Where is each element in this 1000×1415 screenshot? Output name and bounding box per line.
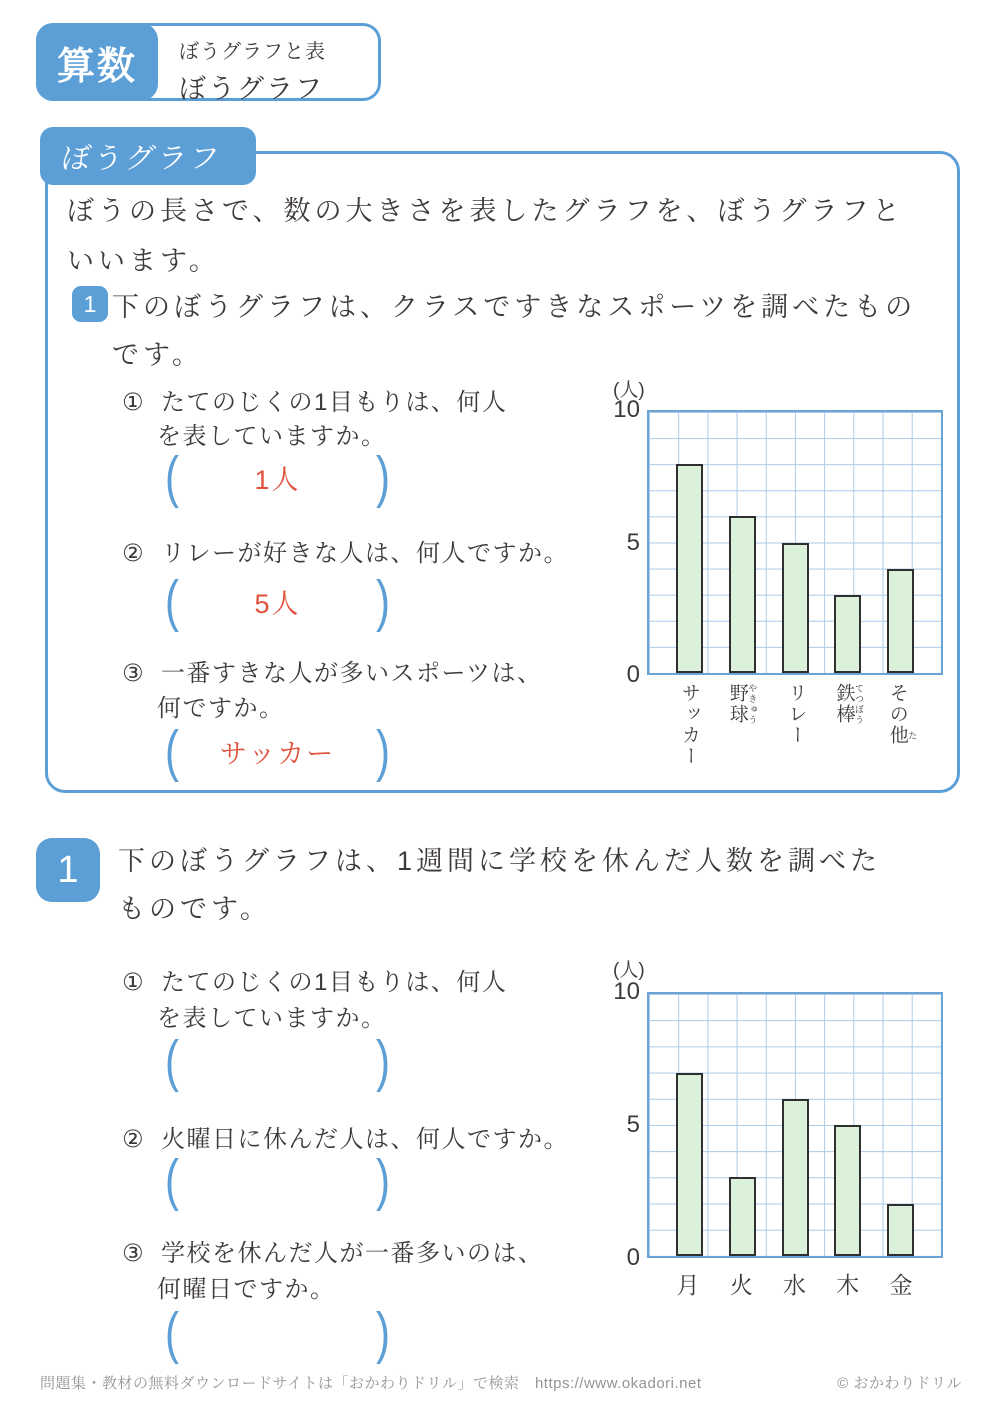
bar-その他 bbox=[887, 569, 914, 673]
y-tick-label: 5 bbox=[626, 528, 640, 556]
open-paren: ( bbox=[165, 1300, 179, 1365]
answer-blank bbox=[165, 1300, 390, 1365]
answer-blank bbox=[165, 718, 390, 783]
open-paren: ( bbox=[165, 1028, 179, 1093]
question-text-line2: 何曜日ですか。 bbox=[157, 1276, 336, 1303]
problem-badge-large: 1 bbox=[36, 838, 100, 902]
intro-text-line2: いいます。 bbox=[67, 246, 220, 276]
footer-site-info: 問題集・教材の無料ダウンロードサイトは「おかわりドリル」で検索 https://www.okadori.net bbox=[40, 1375, 702, 1392]
y-tick-label: 10 bbox=[613, 396, 640, 423]
plot-area bbox=[647, 992, 943, 1258]
footer-copyright: © おかわりドリル bbox=[837, 1375, 962, 1392]
bar-水 bbox=[782, 1099, 809, 1256]
question-number: ① bbox=[122, 389, 146, 416]
question bbox=[122, 1119, 569, 1154]
answer-blank bbox=[165, 444, 390, 509]
question-number: ① bbox=[122, 969, 146, 996]
question-text-line2: 何ですか。 bbox=[157, 695, 285, 722]
answer-blank bbox=[165, 568, 390, 633]
y-axis-unit: (人) bbox=[613, 960, 645, 981]
answer-text: サッカー bbox=[219, 738, 336, 769]
y-axis-unit: (人) bbox=[613, 380, 645, 401]
question-text: 一番すきな人が多いスポーツは、 bbox=[161, 660, 543, 687]
bar-木 bbox=[834, 1125, 861, 1256]
question-number: ② bbox=[122, 540, 146, 567]
worksheet-header bbox=[36, 23, 381, 104]
bar-野球 bbox=[729, 516, 756, 673]
answer-text: 5人 bbox=[254, 588, 301, 619]
subject-badge: 算数 bbox=[36, 23, 158, 101]
problem-badge-small: 1 bbox=[72, 286, 108, 322]
x-axis-label: 火 bbox=[729, 1272, 754, 1298]
absence-bar-chart bbox=[607, 955, 952, 1305]
question bbox=[122, 962, 507, 997]
question bbox=[122, 1233, 544, 1268]
y-tick-label: 5 bbox=[626, 1111, 640, 1138]
problem2-statement-line2: ものです。 bbox=[118, 894, 271, 924]
bar-鉄棒 bbox=[834, 595, 861, 673]
y-tick-label: 0 bbox=[626, 1244, 640, 1271]
x-axis-label: 野球 やきゅう bbox=[726, 683, 758, 725]
question-number: ② bbox=[122, 1126, 146, 1153]
question-number: ③ bbox=[122, 660, 146, 687]
close-paren: ) bbox=[376, 1300, 390, 1365]
bar-金 bbox=[887, 1204, 914, 1256]
problem1-statement-line2: です。 bbox=[112, 340, 203, 370]
lesson-title: ぼうグラフ bbox=[179, 74, 324, 104]
x-axis-label: サッカー bbox=[678, 683, 700, 767]
y-tick-label: 10 bbox=[613, 978, 640, 1005]
section-tab-label: ぼうグラフ bbox=[59, 142, 224, 175]
open-paren: ( bbox=[165, 444, 179, 509]
question-text: たてのじくの1目もりは、何人 bbox=[161, 389, 508, 416]
unit-name: ぼうグラフと表 bbox=[179, 41, 326, 63]
x-axis-labels bbox=[647, 683, 943, 795]
x-axis-label: 鉄棒 てつぼう bbox=[833, 683, 864, 725]
y-tick-label: 0 bbox=[626, 661, 640, 688]
x-axis-label: その他 た bbox=[886, 683, 918, 746]
x-axis-label: 金 bbox=[889, 1272, 914, 1298]
open-paren: ( bbox=[165, 1147, 179, 1212]
question-text-line2: を表していますか。 bbox=[157, 1005, 387, 1032]
question-text: 学校を休んだ人が一番多いのは、 bbox=[161, 1240, 544, 1267]
question bbox=[122, 533, 569, 568]
y-axis-ticks bbox=[607, 978, 640, 1271]
answer-blank bbox=[165, 1028, 390, 1093]
close-paren: ) bbox=[376, 718, 390, 783]
y-axis-ticks bbox=[607, 396, 640, 688]
open-paren: ( bbox=[165, 718, 179, 783]
x-axis-label: リレー bbox=[785, 683, 807, 746]
question-text: 火曜日に休んだ人は、何人ですか。 bbox=[161, 1126, 570, 1153]
close-paren: ) bbox=[376, 1028, 390, 1093]
bar-サッカー bbox=[676, 464, 703, 673]
x-axis-labels bbox=[647, 1267, 943, 1302]
x-axis-label: 月 bbox=[676, 1272, 701, 1298]
question bbox=[122, 653, 543, 688]
plot-area bbox=[647, 410, 943, 675]
question bbox=[122, 382, 507, 417]
open-paren: ( bbox=[165, 568, 179, 633]
close-paren: ) bbox=[376, 568, 390, 633]
header-titles bbox=[179, 35, 326, 106]
question-text-line2: を表していますか。 bbox=[157, 423, 387, 450]
question-text: たてのじくの1目もりは、何人 bbox=[161, 969, 508, 996]
close-paren: ) bbox=[376, 444, 390, 509]
x-axis-label: 木 bbox=[836, 1272, 861, 1298]
problem1-statement-line1: 下のぼうグラフは、クラスですきなスポーツを調べたもの bbox=[112, 292, 917, 322]
bar-月 bbox=[676, 1073, 703, 1256]
problem2-statement-line1: 下のぼうグラフは、1週間に学校を休んだ人数を調べた bbox=[118, 846, 882, 876]
section-tab bbox=[40, 127, 256, 185]
question-text: リレーが好きな人は、何人ですか。 bbox=[161, 540, 570, 567]
answer-text: 1人 bbox=[254, 464, 301, 495]
bar-リレー bbox=[782, 543, 809, 674]
intro-text-line1: ぼうの長さで、数の大きさを表したグラフを、ぼうグラフと bbox=[67, 196, 904, 226]
sports-bar-chart bbox=[607, 375, 952, 795]
bar-火 bbox=[729, 1177, 756, 1256]
question-number: ③ bbox=[122, 1240, 146, 1267]
answer-blank bbox=[165, 1147, 390, 1212]
close-paren: ) bbox=[376, 1147, 390, 1212]
x-axis-label: 水 bbox=[783, 1272, 807, 1298]
